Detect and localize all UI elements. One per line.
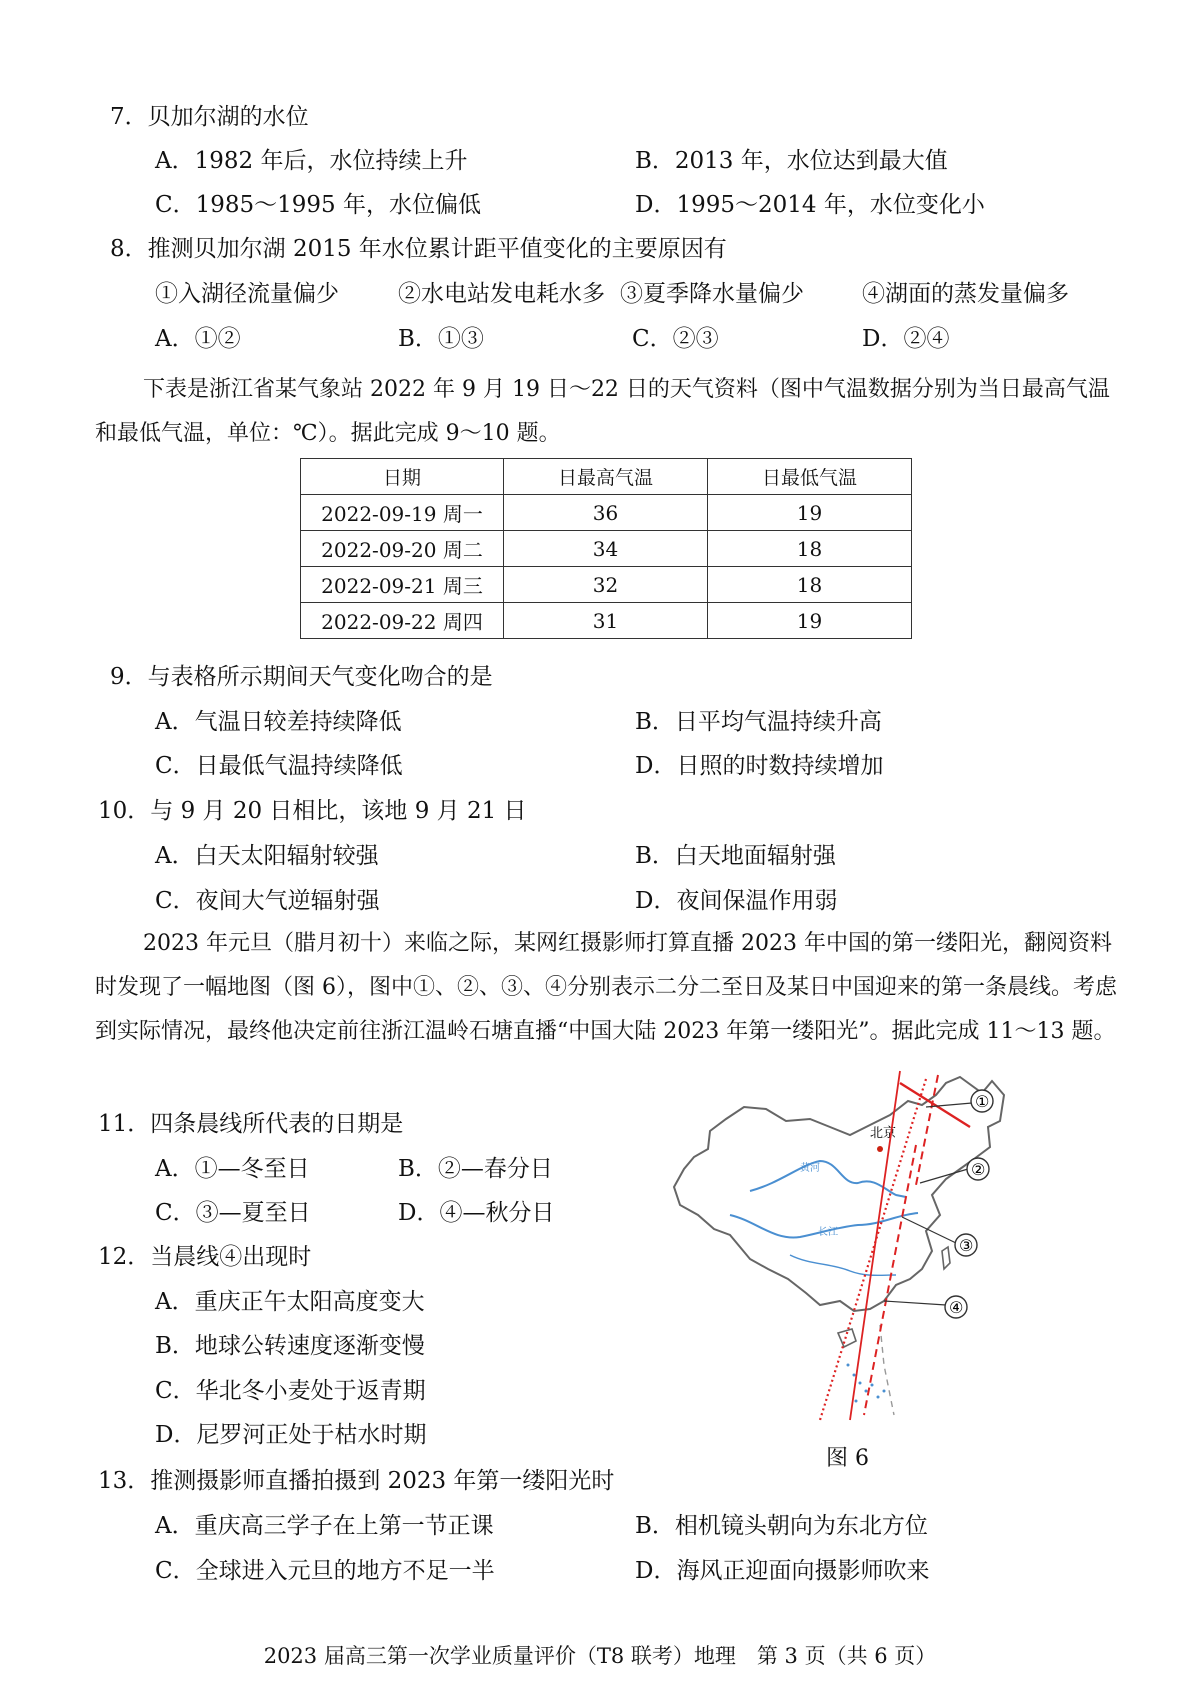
q7-option-c: C．1985～1995 年，水位偏低 bbox=[155, 192, 481, 218]
south-sea-islands bbox=[847, 1364, 886, 1403]
q12-option-b: B．地球公转速度逐渐变慢 bbox=[155, 1333, 425, 1359]
map-label-4: ④ bbox=[949, 1298, 964, 1317]
q8-item-4: ④湖面的蒸发量偏多 bbox=[862, 281, 1069, 307]
table-header-max: 日最高气温 bbox=[504, 459, 708, 495]
q10-option-c: C．夜间大气逆辐射强 bbox=[155, 888, 380, 914]
intro-11-13: 2023 年元旦（腊月初十）来临之际，某网红摄影师打算直播 2023 年中国的第一缕阳光，翻阅资料时发现了一幅地图（图 6），图中①、②、③、④分别表示二分二至日及某日中国迎来的第一条晨线。考虑到实际情况，最终他决定前往浙江温岭石塘直播“中国大陆 2023 年第一缕阳光”。据此完成 11～13 题。 bbox=[95, 931, 1117, 1044]
q12-option-a: A．重庆正午太阳高度变大 bbox=[155, 1289, 425, 1315]
table-cell: 2022-09-20 周二 bbox=[301, 531, 504, 567]
q8-item-2: ②水电站发电耗水多 bbox=[398, 281, 605, 307]
table-cell: 18 bbox=[708, 531, 912, 567]
q9-option-c: C．日最低气温持续降低 bbox=[155, 753, 403, 779]
table-cell: 32 bbox=[504, 567, 708, 603]
q7-option-b: B．2013 年，水位达到最大值 bbox=[635, 148, 948, 174]
table-row bbox=[301, 603, 912, 639]
q7-stem: 7．贝加尔湖的水位 bbox=[110, 104, 309, 130]
map-label-1: ① bbox=[975, 1092, 990, 1111]
q9-option-a: A．气温日较差持续降低 bbox=[155, 709, 402, 735]
table-header-row bbox=[301, 459, 912, 495]
beijing-label: 北京 bbox=[870, 1126, 897, 1141]
q12-option-d: D．尼罗河正处于枯水时期 bbox=[155, 1422, 427, 1448]
q8-option-d: D．②④ bbox=[862, 326, 950, 352]
q11-option-a: A．①—冬至日 bbox=[155, 1156, 310, 1182]
table-header-date: 日期 bbox=[301, 459, 504, 495]
intro-9-10: 下表是浙江省某气象站 2022 年 9 月 19 日～22 日的天气资料（图中气温数据分别为当日最高气温和最低气温，单位：℃）。据此完成 9～10 题。 bbox=[95, 377, 1110, 446]
q12-stem: 12．当晨线④出现时 bbox=[98, 1244, 312, 1270]
hainan-island bbox=[838, 1329, 856, 1347]
table-cell: 2022-09-22 周四 bbox=[301, 603, 504, 639]
q13-option-d: D．海风正迎面向摄影师吹来 bbox=[635, 1558, 930, 1584]
weather-table bbox=[300, 458, 912, 639]
q7-option-a: A．1982 年后，水位持续上升 bbox=[155, 148, 468, 174]
q9-option-d: D．日照的时数持续增加 bbox=[635, 753, 884, 779]
q13-stem: 13．推测摄影师直播拍摄到 2023 年第一缕阳光时 bbox=[98, 1468, 615, 1494]
q7-option-d: D．1995～2014 年，水位变化小 bbox=[635, 192, 985, 218]
table-row bbox=[301, 495, 912, 531]
q10-option-b: B．白天地面辐射强 bbox=[635, 843, 836, 869]
q10-stem: 10．与 9 月 20 日相比，该地 9 月 21 日 bbox=[98, 798, 527, 824]
table-row bbox=[301, 531, 912, 567]
q8-option-a: A．①② bbox=[155, 326, 241, 352]
table-cell: 19 bbox=[708, 603, 912, 639]
q10-option-a: A．白天太阳辐射较强 bbox=[155, 843, 379, 869]
figure-caption: 图 6 bbox=[826, 1446, 869, 1471]
china-map-figure bbox=[670, 1065, 1090, 1435]
q11-stem: 11．四条晨线所代表的日期是 bbox=[98, 1111, 404, 1137]
yangtze-river-label: 长江 bbox=[818, 1227, 838, 1238]
table-row bbox=[301, 567, 912, 603]
q8-item-3: ③夏季降水量偏少 bbox=[620, 281, 804, 307]
q13-option-a: A．重庆高三学子在上第一节正课 bbox=[155, 1513, 494, 1539]
yellow-river-label: 黄河 bbox=[800, 1163, 820, 1174]
q8-stem: 8．推测贝加尔湖 2015 年水位累计距平值变化的主要原因有 bbox=[110, 236, 727, 262]
q12-option-c: C．华北冬小麦处于返青期 bbox=[155, 1378, 426, 1404]
table-cell: 2022-09-19 周一 bbox=[301, 495, 504, 531]
map-label-3: ③ bbox=[959, 1236, 974, 1255]
q9-option-b: B．日平均气温持续升高 bbox=[635, 709, 882, 735]
table-cell: 18 bbox=[708, 567, 912, 603]
q11-option-d: D．④—秋分日 bbox=[398, 1200, 555, 1226]
q11-option-c: C．③—夏至日 bbox=[155, 1200, 311, 1226]
table-cell: 31 bbox=[504, 603, 708, 639]
table-header-min: 日最低气温 bbox=[708, 459, 912, 495]
q8-item-1: ①入湖径流量偏少 bbox=[155, 281, 339, 307]
page-footer: 2023 届高三第一次学业质量评价（T8 联考）地理 第 3 页（共 6 页） bbox=[263, 1644, 937, 1668]
taiwan-island bbox=[942, 1247, 950, 1269]
q13-option-c: C．全球进入元旦的地方不足一半 bbox=[155, 1558, 495, 1584]
q13-option-b: B．相机镜头朝向为东北方位 bbox=[635, 1513, 928, 1539]
q11-option-b: B．②—春分日 bbox=[398, 1156, 553, 1182]
table-cell: 34 bbox=[504, 531, 708, 567]
map-label-2: ② bbox=[971, 1160, 986, 1179]
q10-option-d: D．夜间保温作用弱 bbox=[635, 888, 838, 914]
table-cell: 2022-09-21 周三 bbox=[301, 567, 504, 603]
terminator-line-2 bbox=[916, 1075, 938, 1185]
q9-stem: 9．与表格所示期间天气变化吻合的是 bbox=[110, 664, 493, 690]
q8-option-c: C．②③ bbox=[632, 326, 719, 352]
beijing-star-icon bbox=[877, 1146, 883, 1152]
china-outline bbox=[674, 1077, 1004, 1311]
table-cell: 36 bbox=[504, 495, 708, 531]
table-cell: 19 bbox=[708, 495, 912, 531]
q8-option-b: B．①③ bbox=[398, 326, 484, 352]
